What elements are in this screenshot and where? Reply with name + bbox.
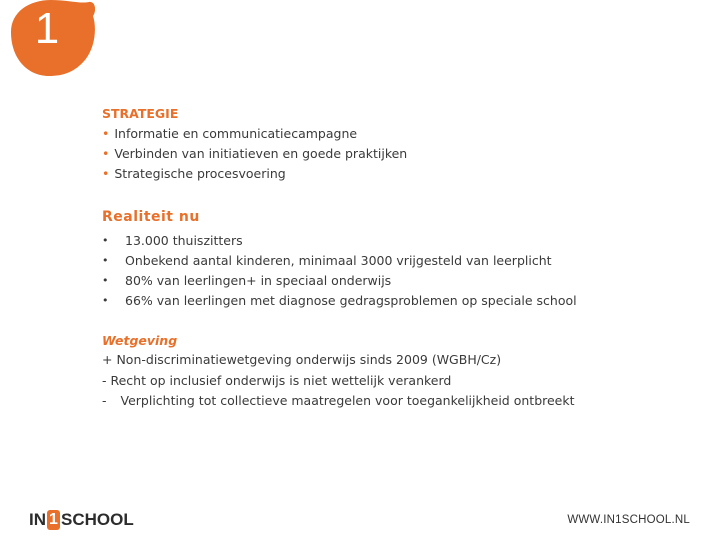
list-item-text: Strategische procesvoering [114, 166, 286, 181]
list-item: - Recht op inclusief onderwijs is niet wettelijk verankerd [102, 372, 452, 388]
slide-content [102, 104, 702, 408]
list-item: + Non-discriminatiewetgeving onderwijs sinds 2009 (WGBH/Cz) [102, 352, 502, 367]
list-item-text: 80% van leerlingen+ in speciaal onderwijs [125, 273, 392, 288]
list-item [102, 144, 702, 164]
slide-number: 1 [34, 4, 60, 53]
list-item [102, 164, 702, 184]
strategie-list [102, 124, 702, 184]
logo-suffix: SCHOOL [61, 510, 134, 529]
list-item-text: Verplichting tot collectieve maatregelen voor toegankelijkheid ontbreekt [120, 393, 575, 408]
wetgeving-heading: Wetgeving [102, 333, 178, 348]
bullet-icon: • [102, 234, 109, 247]
logo-prefix: IN [29, 510, 46, 529]
realiteit-heading: Realiteit nu [102, 209, 200, 225]
list-item-text: 13.000 thuiszitters [125, 233, 243, 248]
list-item-text: Informatie en communicatiecampagne [114, 126, 358, 141]
list-item-text: Onbekend aantal kinderen, minimaal 3000 vrijgesteld van leerplicht [125, 253, 552, 268]
strategie-heading: STRATEGIE [102, 106, 179, 121]
bullet-icon: • [102, 126, 110, 141]
list-item [102, 271, 577, 291]
website-url: WWW.IN1SCHOOL.NL [567, 514, 690, 526]
wetgeving-list [102, 350, 575, 412]
bullet-icon: • [102, 146, 110, 161]
list-item [102, 124, 702, 144]
slide-number-badge [9, 0, 95, 80]
list-item [102, 231, 577, 251]
logo-one-mark: 1 [47, 510, 60, 530]
bullet-icon: • [102, 254, 109, 267]
realiteit-list [102, 231, 577, 311]
dash-marker: - [102, 393, 107, 408]
list-item [102, 251, 577, 271]
list-item-text: 66% van leerlingen met diagnose gedragsproblemen op speciale school [125, 293, 577, 308]
bullet-icon: • [102, 166, 110, 181]
list-item [102, 291, 577, 311]
list-item [102, 391, 575, 412]
bullet-icon: • [102, 294, 109, 307]
in1school-logo [29, 508, 134, 532]
bullet-icon: • [102, 274, 109, 287]
list-item-text: Verbinden van initiatieven en goede praktijken [114, 146, 408, 161]
